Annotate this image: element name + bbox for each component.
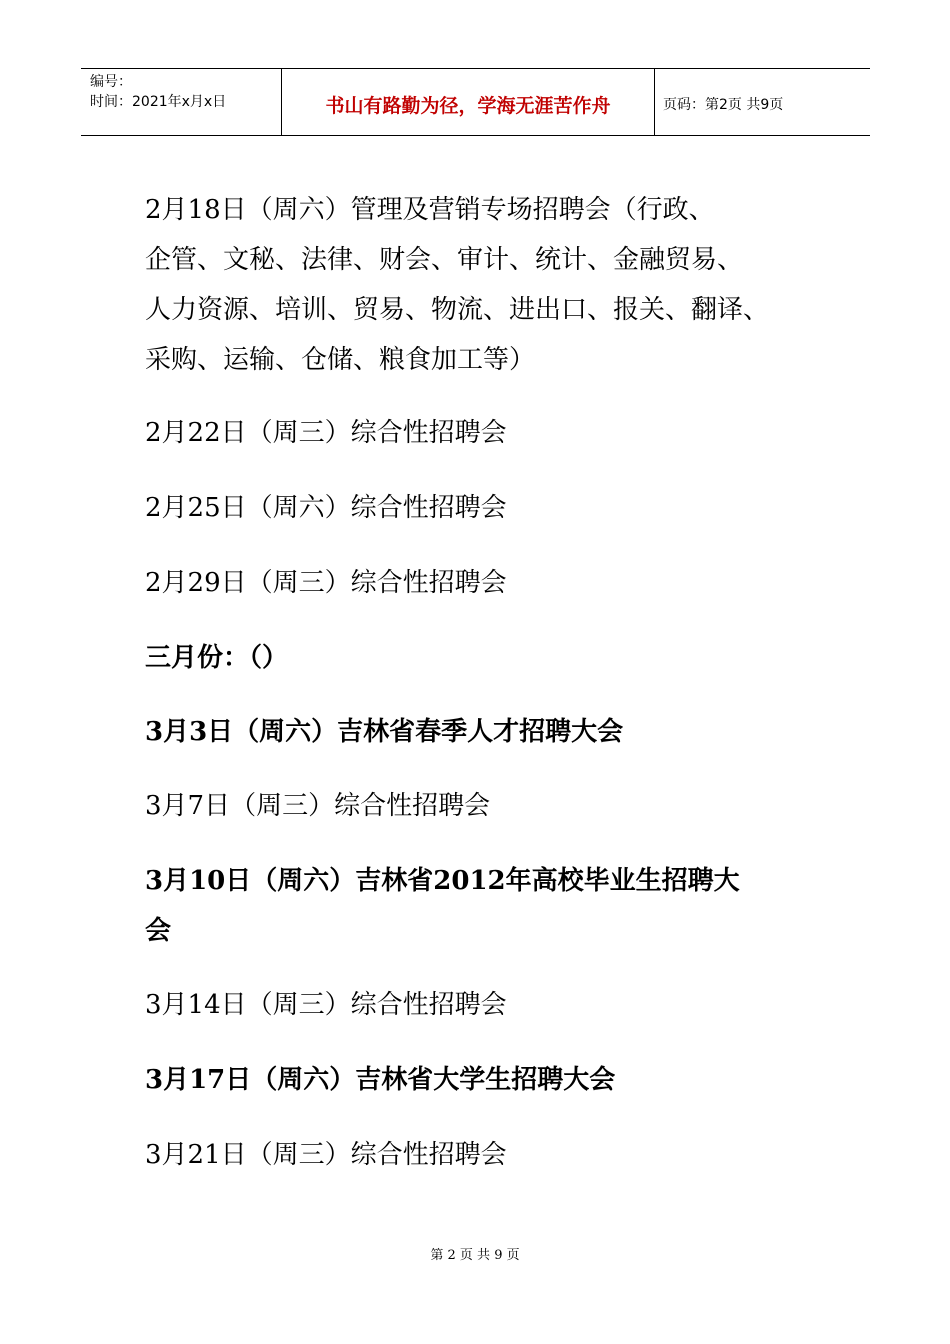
schedule-line: 3月21日（周三）综合性招聘会 bbox=[145, 1140, 507, 1170]
header-motto: 书山有路勤为径，学海无涯苦作舟 bbox=[282, 69, 655, 135]
page-header bbox=[81, 68, 870, 136]
page-footer: 第 2 页 共 9 页 bbox=[430, 1248, 520, 1263]
header-page-number: 页码：第2页 共9页 bbox=[663, 97, 784, 113]
schedule-line: 2月18日（周六）管理及营销专场招聘会（行政、 bbox=[145, 195, 715, 225]
schedule-line: 人力资源、培训、贸易、物流、进出口、报关、翻译、 bbox=[145, 295, 770, 325]
schedule-line-highlight: 3月10日（周六）吉林省2012年高校毕业生招聘大 bbox=[145, 866, 740, 896]
header-meta bbox=[81, 69, 282, 135]
schedule-line-highlight: 会 bbox=[145, 916, 172, 946]
schedule-line: 采购、运输、仓储、粮食加工等） bbox=[145, 345, 536, 375]
time-label: 时间：2021年x月x日 bbox=[90, 94, 227, 110]
schedule-line: 2月29日（周三）综合性招聘会 bbox=[145, 568, 507, 598]
schedule-line: 3月14日（周三）综合性招聘会 bbox=[145, 990, 507, 1020]
schedule-line: 企管、文秘、法律、财会、审计、统计、金融贸易、 bbox=[145, 245, 744, 275]
schedule-line-highlight: 3月3日（周六）吉林省春季人才招聘大会 bbox=[145, 717, 624, 747]
month-heading: 三月份：（） bbox=[145, 643, 289, 673]
number-label: 编号： bbox=[90, 74, 132, 90]
schedule-line-highlight: 3月17日（周六）吉林省大学生招聘大会 bbox=[145, 1065, 616, 1095]
schedule-line: 2月25日（周六）综合性招聘会 bbox=[145, 493, 507, 523]
schedule-line: 3月7日（周三）综合性招聘会 bbox=[145, 791, 491, 821]
schedule-line: 2月22日（周三）综合性招聘会 bbox=[145, 418, 507, 448]
